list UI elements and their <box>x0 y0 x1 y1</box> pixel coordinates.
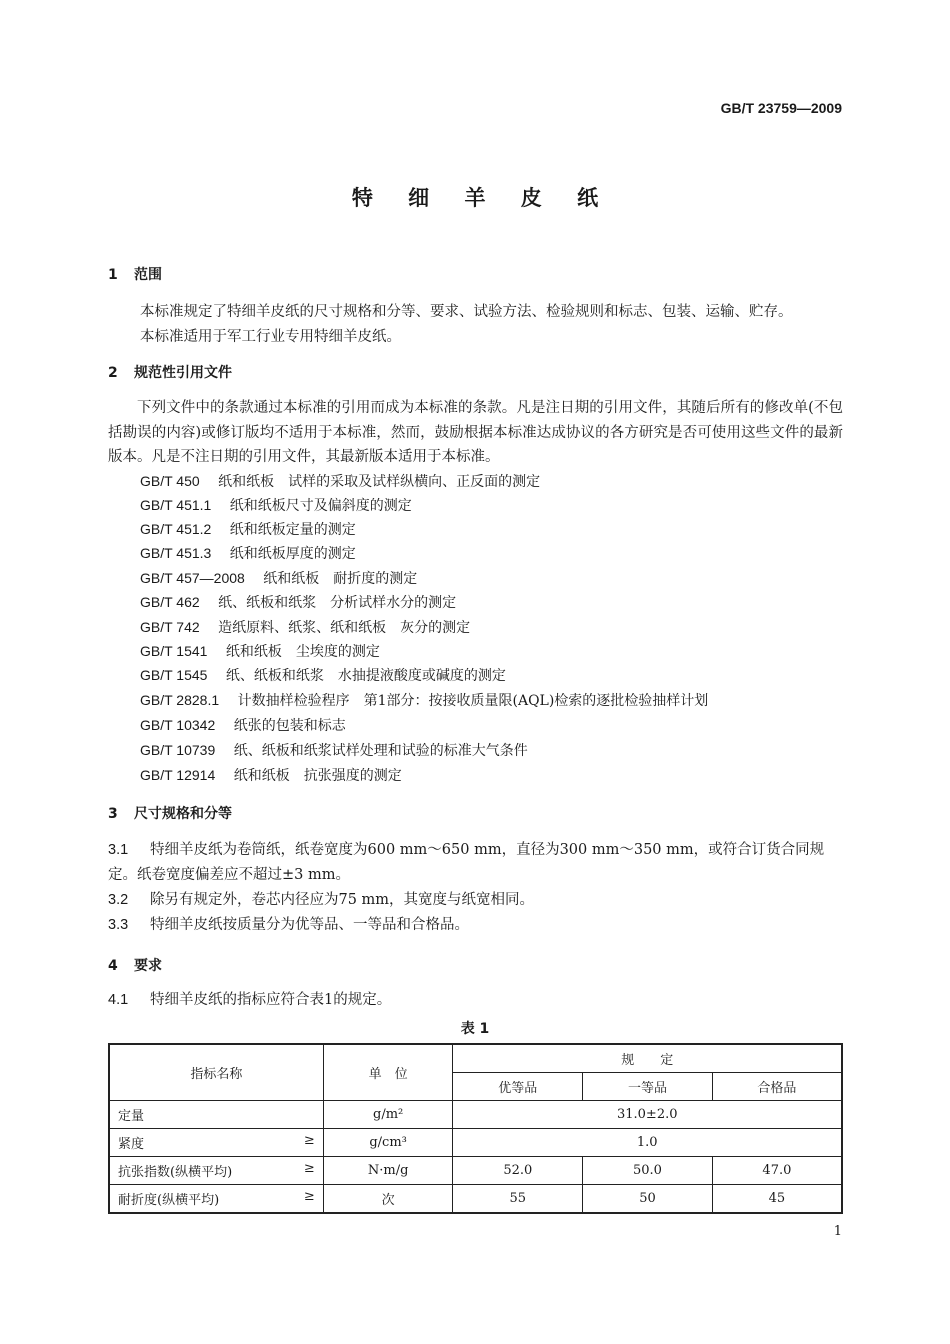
clause <box>108 888 843 913</box>
clause-text: 特细羊皮纸按质量分为优等品、一等品和合格品。 <box>150 917 469 933</box>
clause-number: 3.3 <box>108 917 129 933</box>
reference-code: GB/T 451.1 <box>140 497 212 513</box>
reference-code: GB/T 451.3 <box>140 545 212 561</box>
clause-number: 3.2 <box>108 892 129 908</box>
value-cell: 50 <box>583 1185 713 1214</box>
header-grade: 合格品 <box>712 1073 842 1101</box>
reference-title: 纸张的包装和标志 <box>233 718 346 734</box>
paragraph: 本标准规定了特细羊皮纸的尺寸规格和分等、要求、试验方法、检验规则和标志、包装、运输、贮存。 <box>140 304 793 320</box>
section-2-heading <box>108 362 232 382</box>
reference-item <box>140 471 540 491</box>
table-row <box>109 1101 842 1129</box>
value-cell: 45 <box>712 1185 842 1214</box>
section-number: 3 <box>108 806 118 822</box>
section-title: 尺寸规格和分等 <box>134 806 232 822</box>
comparator: ≥ <box>303 1161 315 1176</box>
table-caption: 表 1 <box>460 1021 490 1037</box>
section-number: 4 <box>108 958 118 974</box>
section-number: 1 <box>108 267 118 283</box>
clause <box>108 913 843 938</box>
header-spec: 规 定 <box>453 1044 842 1073</box>
section-title: 范围 <box>134 267 162 283</box>
reference-title: 计数抽样检验程序 第1部分：按接收质量限(AQL)检索的逐批检验抽样计划 <box>237 693 709 709</box>
indicator-label: 紧度 <box>118 1137 145 1152</box>
document-title: 特 细 羊 皮 纸 <box>351 186 613 210</box>
table-row <box>109 1157 842 1185</box>
header-unit: 单 位 <box>323 1044 453 1101</box>
clause <box>108 838 843 887</box>
reference-code: GB/T 10739 <box>140 742 216 758</box>
value-cell: 31.0±2.0 <box>453 1101 842 1129</box>
header-grade: 优等品 <box>453 1073 583 1101</box>
table-row <box>109 1185 842 1214</box>
reference-title: 纸和纸板 耐折度的测定 <box>263 571 418 587</box>
reference-code: GB/T 12914 <box>140 767 216 783</box>
reference-code: GB/T 450 <box>140 473 200 489</box>
section-1-heading <box>108 264 162 284</box>
table-header-row <box>109 1044 842 1073</box>
reference-title: 纸和纸板尺寸及偏斜度的测定 <box>229 498 412 514</box>
reference-item <box>140 641 380 661</box>
unit-cell: g/m² <box>323 1101 453 1129</box>
reference-item <box>140 690 708 710</box>
paragraph: 本标准适用于军工行业专用特细羊皮纸。 <box>140 329 401 345</box>
clause-text: 特细羊皮纸的指标应符合表1的规定。 <box>150 992 392 1008</box>
section-number: 2 <box>108 365 118 381</box>
reference-code: GB/T 742 <box>140 619 200 635</box>
reference-title: 纸、纸板和纸浆 水抽提液酸度或碱度的测定 <box>225 668 506 684</box>
indicator-label: 耐折度(纵横平均) <box>118 1193 220 1208</box>
clause-text: 特细羊皮纸为卷筒纸，纸卷宽度为600 mm～650 mm，直径为300 mm～350 mm，或符合订货合同规定。纸卷宽度偏差应不超过±3 mm。 <box>108 842 825 883</box>
reference-item <box>140 519 356 539</box>
reference-item <box>140 765 402 785</box>
reference-item <box>140 592 456 612</box>
header-name: 指标名称 <box>109 1044 323 1101</box>
clause-number: 3.1 <box>108 842 129 858</box>
reference-code: GB/T 2828.1 <box>140 692 220 708</box>
reference-item <box>140 495 412 515</box>
reference-title: 造纸原料、纸浆、纸和纸板 灰分的测定 <box>218 620 471 636</box>
unit-cell: 次 <box>323 1185 453 1214</box>
reference-code: GB/T 451.2 <box>140 521 212 537</box>
section-title: 规范性引用文件 <box>134 365 232 381</box>
reference-item <box>140 665 506 685</box>
reference-item <box>140 543 356 563</box>
clause-number: 4.1 <box>108 992 129 1008</box>
page-number: 1 <box>833 1224 842 1239</box>
section-title: 要求 <box>134 958 162 974</box>
comparator: ≥ <box>303 1133 315 1148</box>
reference-code: GB/T 462 <box>140 594 200 610</box>
paragraph: 下列文件中的条款通过本标准的引用而成为本标准的条款。凡是注日期的引用文件，其随后所有的修改单(不包括勘误的内容)或修订版均不适用于本标准，然而，鼓励根据本标准达成协议的各方研究是否可使用这些文件的最新版本。凡是不注日期的引用文件，其最新版本适用于本标准。 <box>108 400 843 465</box>
indicator-label: 抗张指数(纵横平均) <box>118 1165 233 1180</box>
reference-title: 纸和纸板定量的测定 <box>229 522 356 538</box>
value-cell: 1.0 <box>453 1129 842 1157</box>
standard-number: GB/T 23759—2009 <box>720 100 842 116</box>
indicator-label: 定量 <box>118 1109 145 1124</box>
reference-item <box>140 617 470 637</box>
unit-cell: N·m/g <box>323 1157 453 1185</box>
specification-table <box>108 1043 843 1214</box>
reference-code: GB/T 10342 <box>140 717 216 733</box>
unit-cell: g/cm³ <box>323 1129 453 1157</box>
value-cell: 50.0 <box>583 1157 713 1185</box>
section-3-heading <box>108 803 232 823</box>
value-cell: 52.0 <box>453 1157 583 1185</box>
reference-title: 纸和纸板 尘埃度的测定 <box>225 644 380 660</box>
reference-item <box>140 740 528 760</box>
reference-title: 纸、纸板和纸浆试样处理和试验的标准大气条件 <box>233 743 528 759</box>
indicator-name <box>109 1101 323 1129</box>
value-cell: 55 <box>453 1185 583 1214</box>
clause <box>108 988 843 1013</box>
indicator-name <box>109 1129 323 1157</box>
reference-title: 纸和纸板 抗张强度的测定 <box>233 768 402 784</box>
reference-code: GB/T 457—2008 <box>140 570 245 586</box>
comparator: ≥ <box>303 1189 315 1204</box>
reference-title: 纸和纸板 试样的采取及试样纵横向、正反面的测定 <box>218 474 541 490</box>
clause-text: 除另有规定外，卷芯内径应为75 mm，其宽度与纸宽相同。 <box>150 892 535 908</box>
value-cell: 47.0 <box>712 1157 842 1185</box>
reference-item <box>140 715 346 735</box>
header-grade: 一等品 <box>583 1073 713 1101</box>
reference-code: GB/T 1545 <box>140 667 208 683</box>
reference-title: 纸和纸板厚度的测定 <box>229 546 356 562</box>
reference-title: 纸、纸板和纸浆 分析试样水分的测定 <box>218 595 457 611</box>
table-row <box>109 1129 842 1157</box>
reference-code: GB/T 1541 <box>140 643 208 659</box>
reference-item <box>140 568 417 588</box>
indicator-name <box>109 1157 323 1185</box>
indicator-name <box>109 1185 323 1214</box>
section-4-heading <box>108 955 162 975</box>
